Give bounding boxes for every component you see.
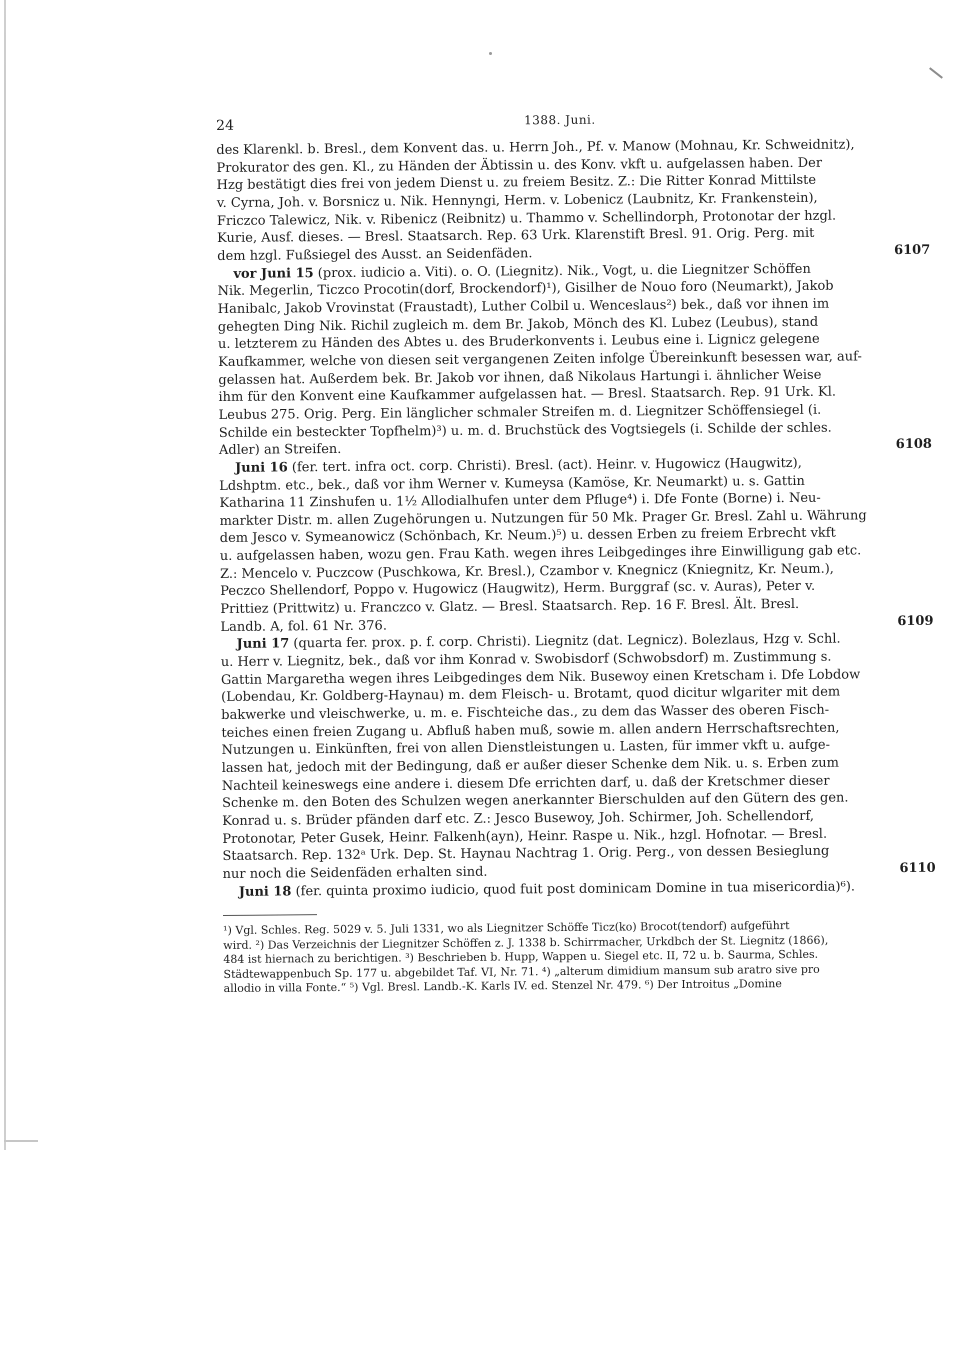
page-number: 24 (216, 117, 235, 134)
line: markter Distr. m. allen Zugehörungen u. Nutzungen für 50 Mk. Prager Gr. Bresl. Zahl u. Währung (219, 508, 867, 529)
entry-date: Juni 17 (236, 636, 290, 653)
line: Kurie, Ausf. dieses. — Bresl. Staatsarch. Rep. 63 Urk. Klarenstift Bresl. 91. Orig. Perg. mit (217, 226, 815, 247)
footnote-line: allodio in villa Fonte.“ ⁵) Vgl. Bresl. Landb.-K. Karls IV. ed. Stenzel Nr. 479. ⁶) Der Introitus „Domine (223, 977, 782, 996)
entry-number: 6109 (897, 613, 934, 629)
line: Nutzungen u. Einkünften, frei von allen Dienstleistungen u. Lasten, für immer vkft u. aufge- (221, 738, 831, 759)
line: (fer. tert. infra oct. corp. Christi). Bresl. (act). Heinr. v. Hugowicz (Haugwitz), (287, 455, 802, 476)
footnote-divider (223, 914, 317, 916)
entry-number: 6107 (893, 242, 931, 259)
line: Z.: Mencelo v. Puczcow (Puschkowa, Kr. Bresl.), Czambor v. Knegnicz (Kniegnitz, Kr. Neum.), (219, 561, 834, 582)
footnote-line: Städtewappenbuch Sp. 177 u. abgebildet Taf. VI, Nr. 71. ⁴) „alterum dimidium mansum sub aratro sive pro (223, 962, 820, 981)
footnotes (223, 918, 939, 997)
line: Leubus 275. Orig. Perg. Ein länglicher schmaler Streifen m. d. Liegnitzer Schöffensiegel (i. (218, 402, 822, 423)
line: bakwerke und vleischwerke, u. m. e. Fischteiche das., zu dem das Wasser des oberen Fisch- (221, 702, 830, 724)
line: Schenke m. den Boten des Schulzen wegen anerkannter Bierschulden auf den Gütern des gen. (221, 790, 849, 812)
line: nur noch die Seidenfäden erhalten sind. (222, 864, 488, 882)
line: gelassen hat. Außerdem bek. Br. Jakob vor ihnen, daß Nikolaus Hartungi i. ähnlicher Weise (218, 367, 822, 388)
line: Prokurator des gen. Kl., zu Händen der Äbtissin u. des Konv. vkft u. aufgelassen haben. Der (216, 155, 823, 176)
scan-dust-mark (489, 52, 492, 55)
footnote-line: wird. ²) Das Verzeichnis der Liegnitzer Schöffen z. J. 1338 b. Schirrmacher, Urkdbch der St. Liegnitz (1866), (223, 933, 829, 952)
line: Staatsarch. Rep. 132ᵃ Urk. Dep. St. Haynau Nachtrag 1. Orig. Perg., von dessen Besieglung (222, 843, 830, 865)
line: u. Herr v. Liegnitz, bek., daß vor ihm Konrad v. Swobisdorf (Schwobsdorf) m. Zustimmung s. (220, 649, 832, 671)
line: lassen hat, jedoch mit der Bedingung, daß er außer dieser Schenke dem Nik. u. s. Erben zum (221, 755, 839, 776)
entry-number: 6108 (895, 436, 932, 453)
line: (prox. iudicio a. Viti). o. O. (Liegnitz). Nik., Vogt, u. die Liegnitzer Schöffen (313, 261, 811, 281)
scan-corner-line (4, 1140, 38, 1142)
entry-text (219, 454, 936, 637)
line: Adler) an Streifen. (218, 442, 342, 459)
book-page (216, 106, 939, 997)
page-header (216, 106, 931, 142)
line: v. Cyrna, Joh. v. Borsnicz u. Nik. Hennyngi, Herm. v. Lobenicz (Laubnitz, Kr. Frankenstein), (216, 190, 818, 211)
entry-date: Juni 16 (235, 460, 288, 476)
line: Kaufkammer, welche von diesen seit vergangenen Zeiten infolge Übereinkunft besessen war, auf- (218, 349, 862, 370)
entry-text (221, 630, 938, 883)
line: Hzg bestätigt dies frei von jedem Dienst u. zu freiem Besitz. Z.: Die Ritter Konrad Mittilste (216, 173, 817, 194)
line: u. aufgelassen haben, wozu gen. Frau Kath. wegen ihres Leibgedinges ihre Einwilligung gab etc. (219, 543, 862, 565)
line: Prittiez (Prittwitz) u. Franczco v. Glatz. — Bresl. Staatsarch. Rep. 16 F. Bresl. Ält. Bresl. (220, 597, 800, 618)
entry-number: 6110 (899, 860, 936, 877)
line: dem hzgl. Fußsiegel des Ausst. an Seidenfäden. (217, 246, 533, 264)
line: Schilde ein besteckter Topfhelm)³) u. m. d. Bruchstück des Vogtsiegels (i. Schilde der schles. (218, 420, 832, 441)
line: ihm für den Konvent eine Kaufkammer aufgelassen hat. — Bresl. Staatsarch. Rep. 91 Urk. Kl. (218, 384, 837, 406)
line: (fer. quinta proximo iudicio, quod fuit post dominicam Domine in tua misericordia)⁶). (291, 879, 856, 899)
line: Katharina 11 Zinshufen u. 1½ Allodialhufen unter dem Pfluge⁴) i. Dfe Fonte (Borne) i. Neu- (219, 490, 821, 512)
line: des Klarenkl. b. Bresl., dem Konvent das. u. Herrn Joh., Pf. v. Manow (Mohnau, Kr. Schweidnitz), (216, 137, 855, 158)
entry-date: vor Juni 15 (233, 265, 314, 282)
line: dem Jesco v. Symeanowicz (Schönbach, Kr. Neum.)⁵) u. dessen Erben zu freiem Erbrecht vkft (219, 526, 836, 547)
scan-stroke-mark (929, 67, 943, 78)
line: Konrad u. s. Brüder pfänden darf etc. Z.: Jesco Busewoy, Joh. Schirmer, Joh. Schellendorf, (222, 808, 814, 829)
line: u. letzterem zu Händen des Abtes u. des Bruderkonvents i. Leubus eine i. Lignicz gelegene (217, 331, 820, 353)
scan-left-edge (4, 0, 6, 1150)
line: Peczco Shellendorf, Poppo v. Hugowicz (Haugwitz), Herm. Burggraf (sc. v. Auras), Peter v. (220, 579, 816, 600)
line: Gattin Margaretha wegen ihres Leibgedinges dem Nik. Busewoy einen Kretscham i. Dfe Lobdow (220, 667, 861, 688)
entry-6109 (219, 454, 936, 637)
line: teiches einen freien Zugang u. Abfluß haben muß, sowie m. allen andern Herrschaftsrechten, (221, 720, 840, 741)
footnote-line: 484 ist hiernach zu berichtigen. ³) Beschrieben b. Hupp, Wappen u. Siegel etc. II, 72 u. b. Saurma, Schles. (223, 948, 819, 967)
main-text (216, 136, 938, 901)
footnote-line: ¹) Vgl. Schles. Reg. 5029 v. 5. Juli 1331, wo als Liegnitzer Schöffe Ticz(ko) Brocot(tendorf) aufgeführt (223, 919, 790, 938)
line: Nachteil keineswegs eine andere i. diesem Dfe errichten darf, u. daß der Kretschmer dieser (221, 773, 830, 794)
line: Protonotar, Peter Gusek, Heinr. Falkenh(ayn), Heinr. Raspe u. Nik., hzgl. Hofnotar. — Bresl. (222, 826, 828, 847)
running-head: 1388. Juni. (524, 112, 596, 128)
line: Friczco Talewicz, Nik. v. Ribenicz (Reibnitz) u. Thammo v. Schellindorph, Protonotar der hzgl. (216, 208, 837, 229)
line: gehegten Ding Nik. Richil zugleich m. dem Br. Jakob, Mönch des Kl. Lubez (Leubus), stand (217, 314, 819, 335)
line: Ldshptm. etc., bek., daß vor ihm Werner v. Kumeysa (Kamöse, Kr. Neumarkt) u. s. Gattin (219, 473, 805, 494)
entry-6108 (217, 259, 934, 459)
line: (Lobendau, Kr. Goldberg-Haynau) m. dem Fleisch- u. Brotamt, quod dicitur wlgariter mit dem (221, 684, 841, 706)
line: Landb. A, fol. 61 Nr. 376. (220, 618, 387, 635)
line: Nik. Megerlin, Ticzco Procotin(dorf, Brockendorf)¹), Gisilher de Nouo foro (Neumarkt), Jakob (217, 278, 834, 300)
line: (quarta fer. prox. p. f. corp. Christi). Liegnitz (dat. Legnicz). Bolezlaus, Hzg v. Schl. (289, 631, 841, 652)
entry-6110 (221, 630, 938, 883)
entry-6107 (216, 136, 932, 266)
entry-date: Juni 18 (238, 883, 292, 900)
entry-text (217, 259, 934, 459)
line: Hanibalc, Jakob Vrovinstat (Fraustadt), Luther Colbil u. Wenceslaus²) bek., daß vor ihnen im (217, 296, 830, 317)
